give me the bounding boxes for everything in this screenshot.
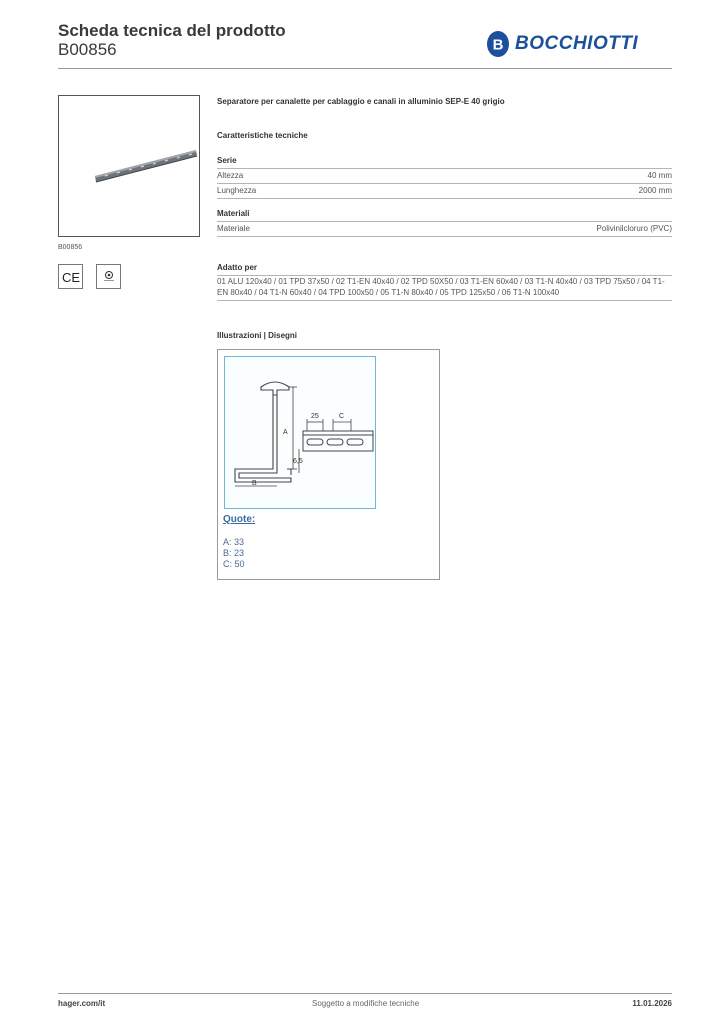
quote-title: Quote: — [223, 514, 256, 525]
spec-value: 40 mm — [647, 171, 672, 180]
product-image — [58, 95, 200, 237]
suitable-for-heading: Adatto per — [217, 263, 257, 272]
illustrations-heading: Illustrazioni | Disegni — [217, 331, 298, 340]
quote-b: B: 23 — [223, 548, 245, 558]
quote-c: C: 50 — [223, 559, 245, 569]
svg-text:B: B — [492, 36, 504, 54]
spec-label: Lunghezza — [217, 186, 257, 195]
dim-c-label: C — [339, 413, 345, 420]
suitable-for-list: 01 ALU 120x40 / 01 TPD 37x50 / 02 T1-EN 40x40 / 02 TPD 50X50 / 03 T1-EN 60x40 / 03 T1-N 40x40 / 03 TPD 75x50 / 04 T1-EN 80x40 / 04 T1-N 60x40 / 04 TPD 100x50 / 05 T1-N 80x40 / 05 TPD 125x50 / 06 T1-N 100x40 — [217, 275, 672, 301]
spec-row-materiale — [217, 221, 672, 237]
brand-name: BOCCHIOTTI — [515, 33, 639, 54]
product-description: Separatore per canalette per cablaggio e canali in alluminio SEP-E 40 grigio — [217, 97, 505, 106]
spec-value: 2000 mm — [638, 186, 672, 195]
spec-value: Polivinilcloruro (PVC) — [596, 224, 672, 233]
dim-b-label: B — [252, 480, 257, 487]
quote-a: A: 33 — [223, 537, 245, 547]
spec-group-materiali: Materiali — [217, 209, 250, 218]
footer-notice: Soggetto a modifiche tecniche — [312, 999, 420, 1008]
footer-date: 11.01.2026 — [632, 999, 672, 1008]
spec-label: Materiale — [217, 224, 250, 233]
brand-logo — [486, 28, 668, 60]
spec-table-serie — [217, 168, 672, 199]
dim-thickness-label: 6,5 — [293, 458, 303, 465]
cable-separator-image-icon — [59, 96, 199, 236]
header-divider — [58, 68, 672, 69]
spec-group-serie: Serie — [217, 156, 237, 165]
ce-text: CE — [61, 269, 80, 284]
ce-mark — [58, 264, 83, 289]
spec-label: Altezza — [217, 171, 244, 180]
dim-25-label: 25 — [311, 413, 319, 420]
footer-divider — [58, 993, 672, 994]
technical-drawing — [224, 356, 376, 509]
product-code-heading: B00856 — [58, 40, 117, 59]
specs-heading: Caratteristiche tecniche — [217, 131, 308, 140]
quality-mark-icon — [101, 269, 117, 285]
product-image-caption: B00856 — [58, 244, 83, 251]
quality-mark — [96, 264, 121, 289]
spec-row-lunghezza — [217, 184, 672, 199]
footer-website[interactable]: hager.com/it — [58, 999, 106, 1008]
spec-row-altezza — [217, 168, 672, 184]
ce-icon — [61, 270, 81, 284]
bocchiotti-logo-icon — [486, 30, 510, 58]
spec-table-materiali — [217, 221, 672, 237]
dim-a-label: A — [283, 429, 288, 436]
page-title: Scheda tecnica del prodotto — [58, 21, 286, 40]
profile-drawing-icon — [225, 357, 375, 508]
